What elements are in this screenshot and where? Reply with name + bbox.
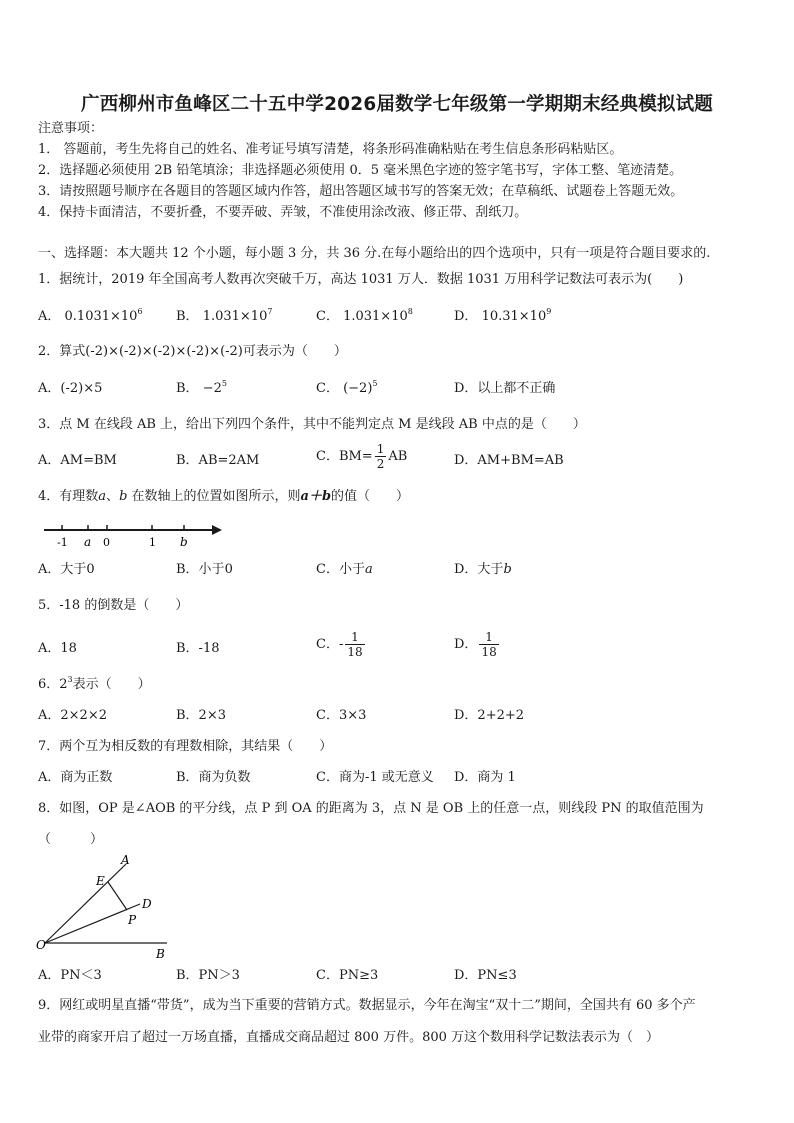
tick-label-0: 0 [103,536,110,549]
tick-label-a: a [84,535,92,549]
question-8: 8．如图，OP 是∠AOB 的平分线，点 P 到 OA 的距离为 3，点 N 是 OB 上的任意一点，则线段 PN 的取值范围为 [38,801,704,816]
q1-option-c: C． $1.031\times 10^8$ [316,307,413,324]
question-5: 5．-18 的倒数是（ ） [38,598,189,613]
label-O: O [36,938,46,952]
q1-option-b: B． $1.031\times 10^7$ [176,307,273,324]
label-A: A [121,853,130,867]
q4-option-a: A．大于0 [38,562,95,577]
q5-option-b: B．-18 [176,641,220,656]
q4-option-b: B．小于0 [176,562,233,577]
ray-OD [45,904,140,943]
q7-option-c: C．商为-1 或无意义 [316,770,434,785]
q1-option-a: A． $0.1031\times 10^6$ [38,307,143,324]
q7-option-b: B．商为负数 [176,770,251,785]
notice-item-2: 2．选择题必须使用 2B 铅笔填涂；非选择题必须使用 0．5 毫米黑色字迹的签字笔书写，字体工整、笔迹清楚。 [38,163,683,178]
notice-item-3: 3．请按照题号顺序在各题目的答题区域内作答，超出答题区域书写的答案无效；在草稿纸、试题卷上答题无效。 [38,184,684,199]
q2-option-c: C． $(-2)^5$ [316,379,378,396]
q6-option-a: A．2×2×2 [38,708,107,723]
notice-heading: 注意事项： [38,121,104,136]
q1-option-d: D． $10.31\times 10^9$ [454,307,552,324]
notice-item-1: 1． 答题前，考生先将自己的姓名、准考证号填写清楚，将条形码准确粘贴在考生信息条形码粘贴区。 [38,142,623,157]
q6-option-d: D．2+2+2 [454,708,525,723]
fraction: $\frac{1}{18}$ [481,630,497,659]
angle-bisector-figure [34,852,179,964]
q5-option-c: C．- $\frac{1}{18}$ [316,630,363,659]
notice-item-4: 4．保持卡面清洁，不要折叠，不要弄破、弄皱，不准使用涂改液、修正带、刮纸刀。 [38,205,528,220]
q4-option-c: C．小于a [316,562,373,577]
fraction: $\frac{1}{18}$ [347,630,363,659]
q7-option-a: A．商为正数 [38,770,113,785]
question-2: 2．算式(-2)×(-2)×(-2)×(-2)×(-2)可表示为（ ） [38,344,347,359]
q8-option-b: B．PN＞3 [176,968,240,983]
q8-option-d: D．PN≤3 [454,968,517,983]
question-9-line-1: 9．网红或明星直播“带货”，成为当下重要的营销方式。数据显示，今年在淘宝“双十二”期间，全国共有 60 多个产 [38,998,696,1013]
q8-option-c: C．PN≥3 [316,968,379,983]
q4-option-d: D．大于b [454,562,512,577]
question-7: 7．两个互为相反数的有理数相除，其结果（ ） [38,739,333,754]
tick-label-b: b [180,535,188,549]
q5-option-d: D． $\frac{1}{18}$ [454,630,497,659]
q3-option-a: A．AM=BM [38,453,117,468]
q3-option-d: D．AM+BM=AB [454,453,564,468]
exam-title: 广西柳州市鱼峰区二十五中学2026届数学七年级第一学期期末经典模拟试题 [81,94,713,115]
fraction: $\frac{1}{2}$ [376,442,385,471]
number-line-arrow [212,525,222,535]
q2-option-d: D．以上都不正确 [454,381,556,396]
label-E: E [96,874,105,888]
question-1: 1．据统计，2019 年全国高考人数再次突破千万，高达 1031 万人．数据 1031 万用科学记数法可表示为( ) [38,272,684,287]
tick-label-neg1: -1 [57,536,68,549]
question-9-line-2: 业带的商家开启了超过一万场直播，直播成交商品超过 800 万件。800 万这个数用科学记数法表示为（ ） [38,1030,660,1045]
q5-option-a: A．18 [38,641,77,656]
question-8-paren: （ ） [38,832,104,847]
q3-option-c: C．BM= $\frac{1}{2}$ AB [316,442,408,471]
q8-option-a: A．PN＜3 [38,968,102,983]
q7-option-d: D．商为 1 [454,770,516,785]
tick-label-1: 1 [149,536,156,549]
label-B: B [156,947,165,961]
q6-option-b: B．2×3 [176,708,226,723]
label-P: P [128,913,137,927]
q2-option-b: B． $-2^5$ [176,379,227,396]
number-line-figure [38,518,228,552]
q3-option-b: B．AB=2AM [176,453,260,468]
question-6: 6．$2^3$表示（ ） [38,675,151,692]
question-4: 4．有理数a、b 在数轴上的位置如图所示，则a＋b的值（ ） [38,489,410,504]
q6-option-c: C．3×3 [316,708,367,723]
section-heading: 一、选择题：本大题共 12 个小题，每小题 3 分，共 36 分.在每小题给出的四个选项中，只有一项是符合题目要求的. [38,246,711,261]
label-D: D [142,897,152,911]
question-3: 3．点 M 在线段 AB 上，给出下列四个条件，其中不能判定点 M 是线段 AB 中点的是（ ） [38,417,586,432]
segment-PE [108,882,127,910]
q2-option-a: A．(-2)×5 [38,381,103,396]
ray-OA [45,864,126,943]
